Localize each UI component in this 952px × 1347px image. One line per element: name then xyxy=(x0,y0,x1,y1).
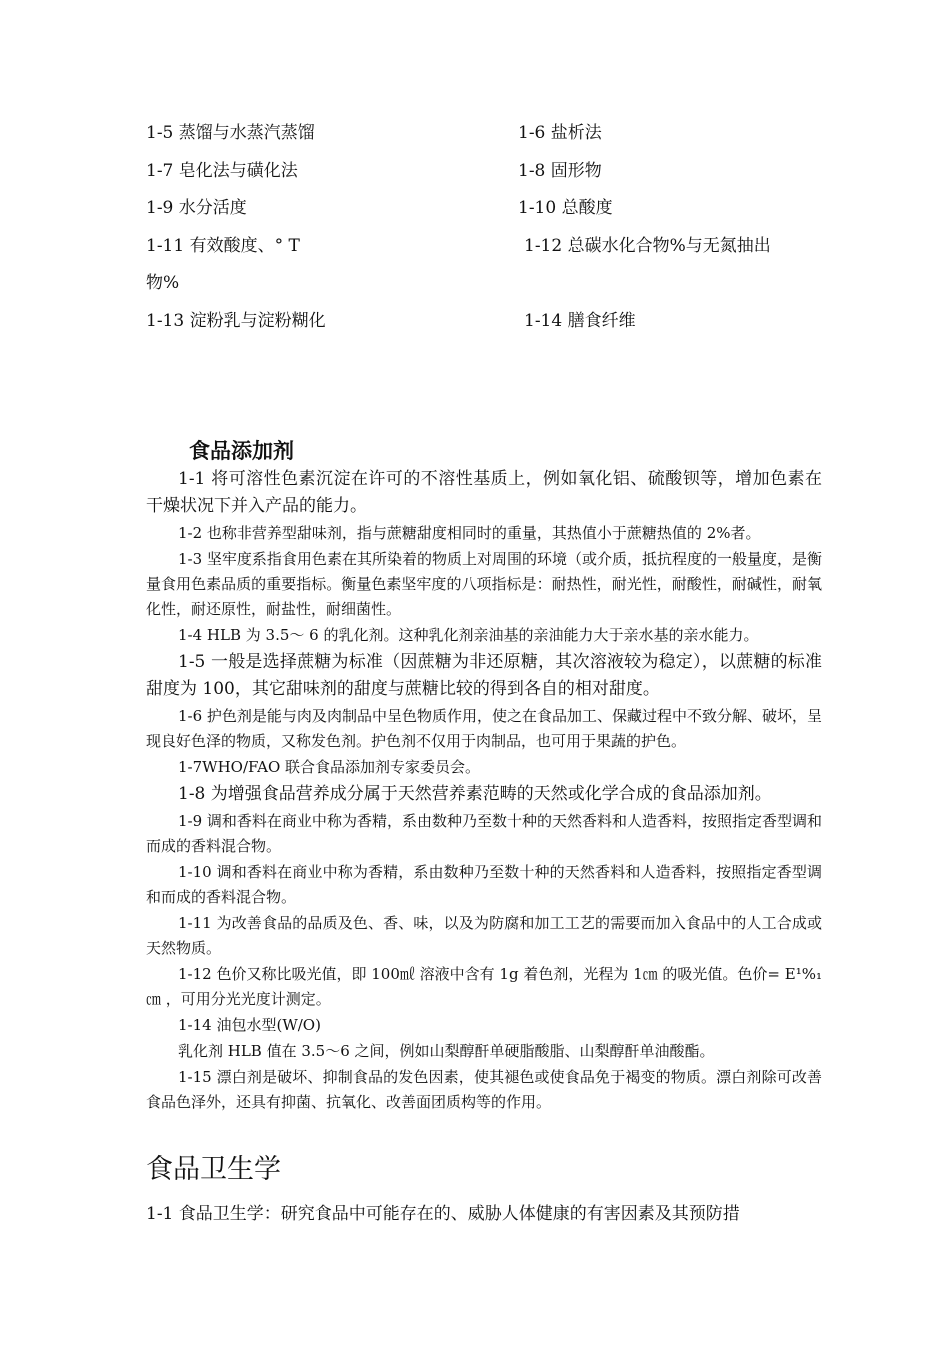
paragraph: 1-2 也称非营养型甜味剂，指与蔗糖甜度相同时的重量，其热值小于蔗糖热值的 2%者。 xyxy=(178,524,761,542)
paragraph: 1-12 色价又称比吸光值，即 100㎖ 溶液中含有 1g 着色剂，光程为 1㎝ 的吸光值。色价= E¹%₁㎝ ，可用分光光度计测定。 xyxy=(146,965,822,1008)
additives-section xyxy=(146,466,822,1116)
term-right: 1-12 总碳水化合物%与无氮抽出 xyxy=(524,235,771,256)
paragraph: 1-3 坚牢度系指食用色素在其所染着的物质上对周围的环境（或介质，抵抗程度的一般量度，是衡量食用色素品质的重要指标。衡量色素坚牢度的八项指标是：耐热性，耐光性，耐酸性，耐碱性，耐氧化性，耐还原性，耐盐性，耐细菌性。 xyxy=(146,550,822,618)
paragraph: 1-6 护色剂是能与肉及肉制品中呈色物质作用，使之在食品加工、保藏过程中不致分解、破坏，呈现良好色泽的物质，又称发色剂。护色剂不仅用于肉制品，也可用于果蔬的护色。 xyxy=(146,707,822,750)
term-row xyxy=(146,156,826,194)
paragraph: 1-1 食品卫生学：研究食品中可能存在的、威胁人体健康的有害因素及其预防措 xyxy=(146,1204,740,1224)
term-row xyxy=(146,118,826,156)
paragraph: 1-14 油包水型(W/O) xyxy=(178,1016,321,1034)
term-left: 物% xyxy=(146,273,180,293)
paragraph: 乳化剂 HLB 值在 3.5～6 之间，例如山梨醇酐单硬脂酸脂、山梨醇酐单油酸酯。 xyxy=(178,1042,715,1060)
section-heading-hygiene: 食品卫生学 xyxy=(146,1154,281,1185)
term-row xyxy=(146,193,826,231)
paragraph: 1-15 漂白剂是破坏、抑制食品的发色因素，使其褪色或使食品免于褐变的物质。漂白剂除可改善食品色泽外，还具有抑菌、抗氧化、改善面团质构等的作用。 xyxy=(146,1068,822,1111)
paragraph: 1-9 调和香料在商业中称为香精，系由数种乃至数十种的天然香料和人造香料，按照指定香型调和而成的香料混合物。 xyxy=(146,812,822,855)
term-list xyxy=(146,118,826,343)
paragraph: 1-8 为增强食品营养成分属于天然营养素范畴的天然或化学合成的食品添加剂。 xyxy=(178,784,772,804)
term-right: 1-10 总酸度 xyxy=(518,198,613,218)
paragraph: 1-7WHO/FAO 联合食品添加剂专家委员会。 xyxy=(178,758,481,776)
term-right: 1-8 固形物 xyxy=(518,160,602,181)
paragraph: 1-10 调和香料在商业中称为香精，系由数种乃至数十种的天然香料和人造香料，按照指定香型调和而成的香料混合物。 xyxy=(146,863,822,906)
section-heading-additives: 食品添加剂 xyxy=(189,439,294,463)
term-left: 1-13 淀粉乳与淀粉糊化 xyxy=(146,310,326,331)
paragraph: 1-1 将可溶性色素沉淀在许可的不溶性基质上，例如氧化铝、硫酸钡等，增加色素在干燥状况下并入产品的能力。 xyxy=(146,469,822,516)
term-row xyxy=(146,231,826,269)
term-left: 1-5 蒸馏与水蒸汽蒸馏 xyxy=(146,123,315,143)
term-right: 1-6 盐析法 xyxy=(518,123,602,143)
term-row xyxy=(146,268,826,306)
paragraph: 1-5 一般是选择蔗糖为标准（因蔗糖为非还原糖，其次溶液较为稳定），以蔗糖的标准甜度为 100，其它甜味剂的甜度与蔗糖比较的得到各自的相对甜度。 xyxy=(146,652,822,699)
paragraph: 1-4 HLB 为 3.5～ 6 的乳化剂。这种乳化剂亲油基的亲油能力大于亲水基的亲水能力。 xyxy=(178,626,759,644)
term-left: 1-7 皂化法与磺化法 xyxy=(146,160,298,181)
term-left: 1-11 有效酸度、° T xyxy=(146,235,300,256)
term-left: 1-9 水分活度 xyxy=(146,198,247,218)
term-row xyxy=(146,306,826,344)
term-right: 1-14 膳食纤维 xyxy=(524,310,636,331)
paragraph: 1-11 为改善食品的品质及色、香、味，以及为防腐和加工工艺的需要而加入食品中的人工合成或天然物质。 xyxy=(146,914,822,957)
